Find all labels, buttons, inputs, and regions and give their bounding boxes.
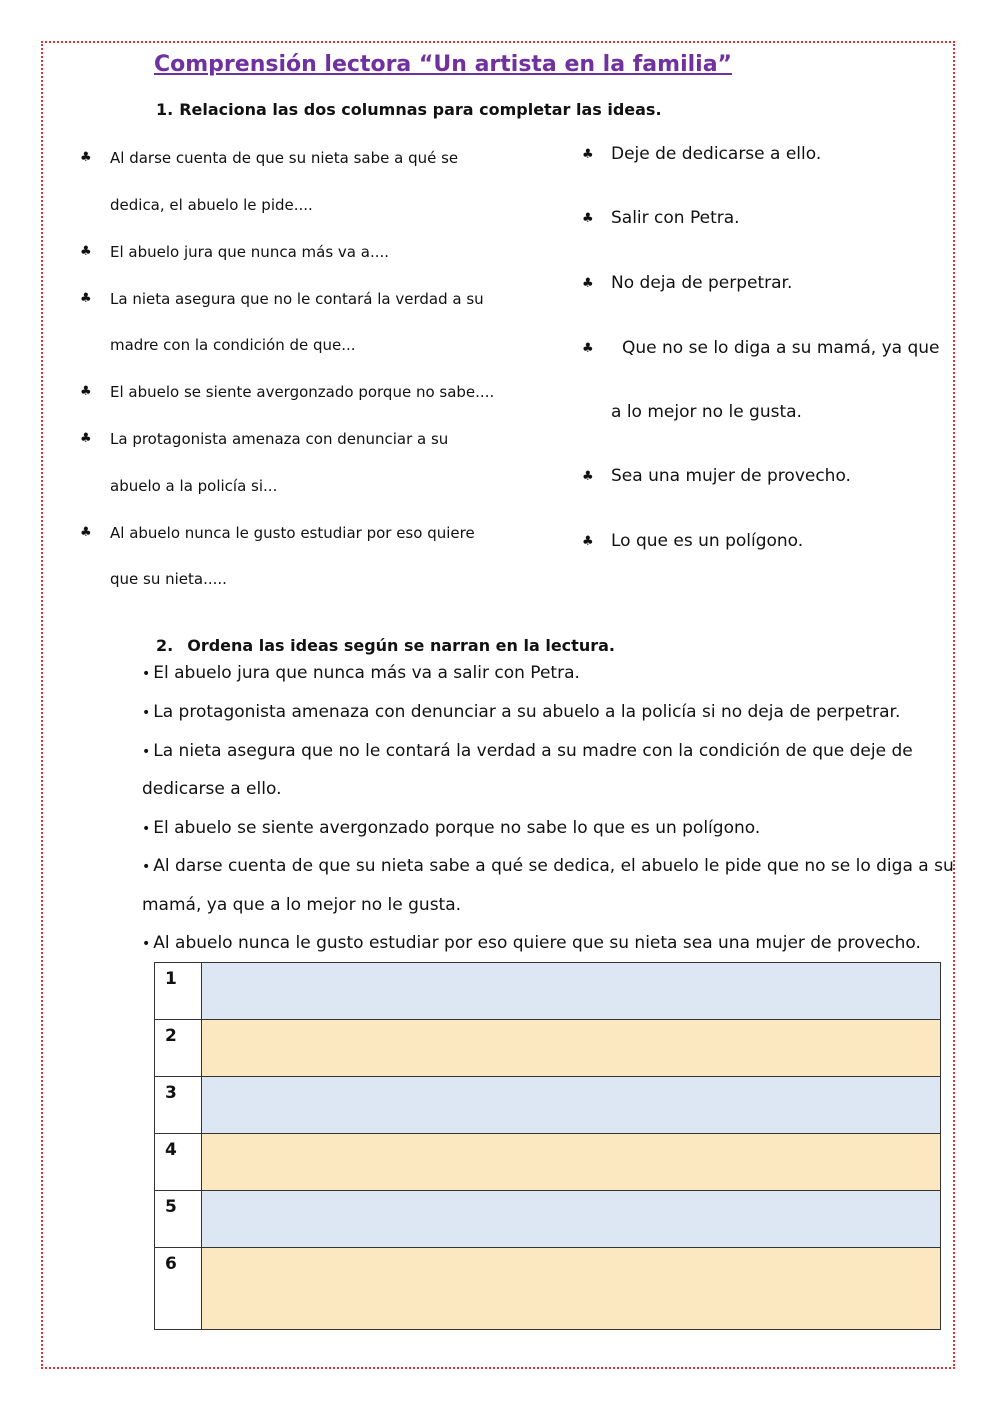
left-item-3-line-1: La nieta asegura que no le contará la verdad a su bbox=[110, 290, 484, 308]
row-number: 2 bbox=[155, 1020, 202, 1077]
bullet-dot-icon: • bbox=[142, 936, 151, 952]
question-1-number: 1. bbox=[156, 100, 174, 119]
bullet-dot-icon: • bbox=[142, 705, 151, 721]
order-item: • Al darse cuenta de que su nieta sabe a qué se dedica, el abuelo le pide que no se lo diga a su bbox=[142, 856, 954, 876]
answer-cell[interactable] bbox=[202, 1248, 941, 1330]
row-number: 5 bbox=[155, 1191, 202, 1248]
bullet-dot-icon: • bbox=[142, 859, 151, 875]
right-item-6: Lo que es un polígono. bbox=[611, 531, 804, 551]
club-bullet-icon: ♣ bbox=[80, 431, 92, 446]
left-item-2: El abuelo jura que nunca más va a.... bbox=[110, 243, 390, 261]
right-item-3: No deja de perpetrar. bbox=[611, 273, 793, 293]
left-item-3-line-2: madre con la condición de que... bbox=[110, 336, 356, 354]
order-item: • La protagonista amenaza con denunciar a su abuelo a la policía si no deja de perpetrar. bbox=[142, 702, 901, 722]
row-number: 3 bbox=[155, 1077, 202, 1134]
order-item: • El abuelo jura que nunca más va a salir con Petra. bbox=[142, 663, 580, 683]
club-bullet-icon: ♣ bbox=[80, 150, 92, 165]
question-2-text: Ordena las ideas según se narran en la lectura. bbox=[187, 636, 615, 655]
left-item-6-line-2: que su nieta..... bbox=[110, 570, 227, 588]
club-bullet-icon: ♣ bbox=[80, 244, 92, 259]
left-item-1-line-1: Al darse cuenta de que su nieta sabe a qué se bbox=[110, 149, 459, 167]
order-item: • Al abuelo nunca le gusto estudiar por eso quiere que su nieta sea una mujer de provecho. bbox=[142, 933, 921, 953]
club-bullet-icon: ♣ bbox=[582, 469, 594, 484]
answer-table bbox=[154, 962, 941, 1330]
order-item-continuation: dedicarse a ello. bbox=[142, 779, 282, 799]
order-item: • El abuelo se siente avergonzado porque no sabe lo que es un polígono. bbox=[142, 818, 761, 838]
question-1-text: Relaciona las dos columnas para completar las ideas. bbox=[179, 100, 662, 119]
club-bullet-icon: ♣ bbox=[582, 534, 594, 549]
row-number: 6 bbox=[155, 1248, 202, 1330]
table-row bbox=[155, 963, 941, 1020]
club-bullet-icon: ♣ bbox=[80, 525, 92, 540]
row-number: 4 bbox=[155, 1134, 202, 1191]
page-title: Comprensión lectora “Un artista en la familia” bbox=[154, 52, 732, 77]
right-item-5: Sea una mujer de provecho. bbox=[611, 466, 851, 486]
table-row bbox=[155, 1248, 941, 1330]
left-item-6-line-1: Al abuelo nunca le gusto estudiar por eso quiere bbox=[110, 524, 475, 542]
answer-cell[interactable] bbox=[202, 1191, 941, 1248]
left-item-4: El abuelo se siente avergonzado porque no sabe.... bbox=[110, 383, 495, 401]
club-bullet-icon: ♣ bbox=[582, 211, 594, 226]
club-bullet-icon: ♣ bbox=[80, 384, 92, 399]
left-item-5-line-2: abuelo a la policía si... bbox=[110, 477, 278, 495]
right-item-2: Salir con Petra. bbox=[611, 208, 740, 228]
table-row bbox=[155, 1020, 941, 1077]
bullet-dot-icon: • bbox=[142, 744, 151, 760]
answer-cell[interactable] bbox=[202, 1020, 941, 1077]
order-item-continuation: mamá, ya que a lo mejor no le gusta. bbox=[142, 895, 462, 915]
right-item-4-line-1: Que no se lo diga a su mamá, ya que bbox=[622, 338, 940, 358]
club-bullet-icon: ♣ bbox=[582, 276, 594, 291]
row-number: 1 bbox=[155, 963, 202, 1020]
question-1-heading bbox=[156, 100, 662, 119]
order-item: • La nieta asegura que no le contará la verdad a su madre con la condición de que deje de bbox=[142, 741, 913, 761]
club-bullet-icon: ♣ bbox=[80, 291, 92, 306]
answer-cell[interactable] bbox=[202, 1077, 941, 1134]
table-row bbox=[155, 1077, 941, 1134]
question-2-heading bbox=[156, 636, 615, 655]
question-2-number: 2. bbox=[156, 636, 174, 655]
club-bullet-icon: ♣ bbox=[582, 341, 594, 356]
right-item-1: Deje de dedicarse a ello. bbox=[611, 144, 822, 164]
right-item-4-line-2: a lo mejor no le gusta. bbox=[611, 402, 802, 422]
left-item-5-line-1: La protagonista amenaza con denunciar a su bbox=[110, 430, 449, 448]
left-item-1-line-2: dedica, el abuelo le pide.... bbox=[110, 196, 313, 214]
table-row bbox=[155, 1191, 941, 1248]
answer-cell[interactable] bbox=[202, 1134, 941, 1191]
answer-cell[interactable] bbox=[202, 963, 941, 1020]
bullet-dot-icon: • bbox=[142, 666, 151, 682]
table-row bbox=[155, 1134, 941, 1191]
bullet-dot-icon: • bbox=[142, 821, 151, 837]
club-bullet-icon: ♣ bbox=[582, 147, 594, 162]
